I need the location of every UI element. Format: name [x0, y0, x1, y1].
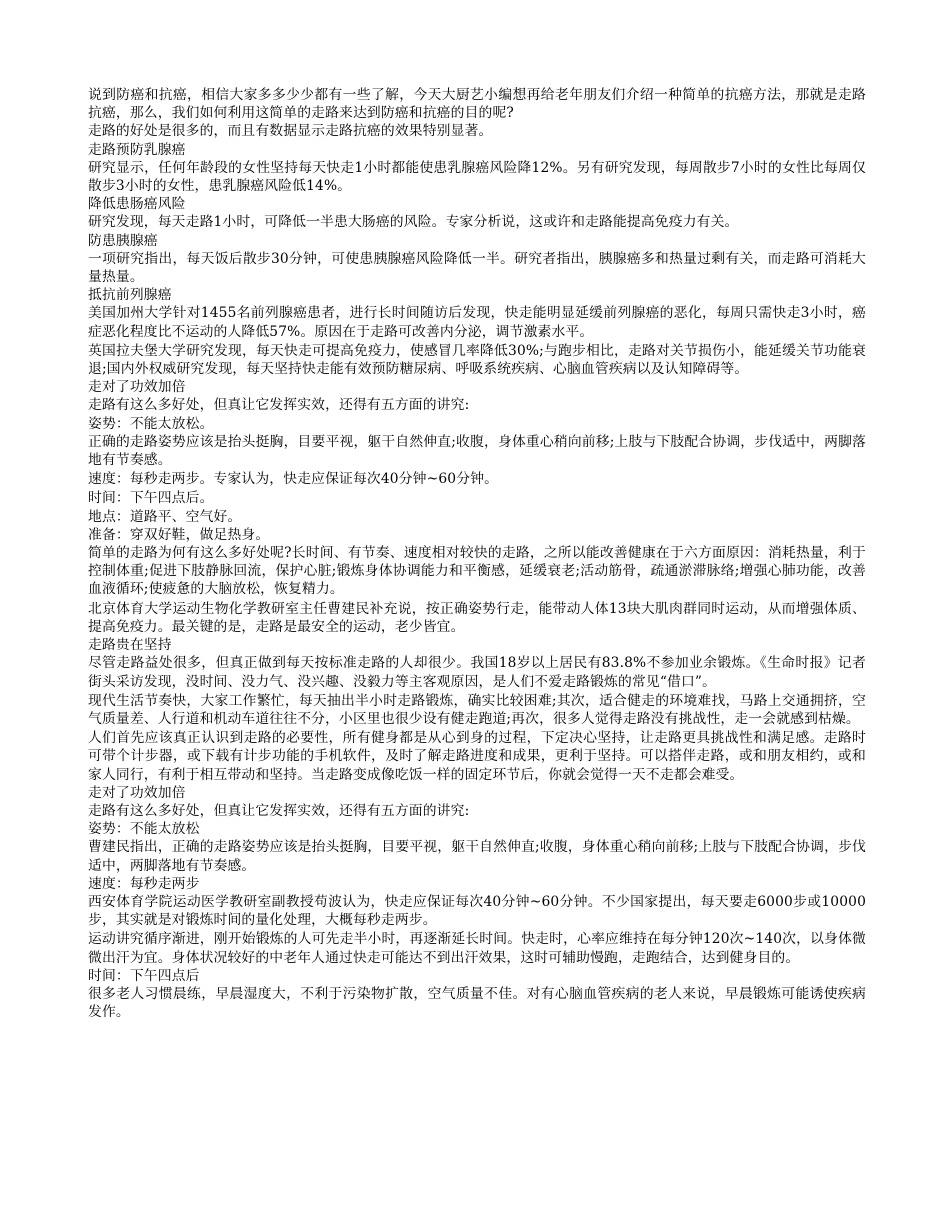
paragraph: 曹建民指出，正确的走路姿势应该是抬头挺胸，目要平视，躯干自然伸直;收腹，身体重心稍向前移;上肢与下肢配合协调，步伐适中，两脚落地有节奏感。: [88, 839, 866, 874]
section-heading: 走对了功效加倍: [88, 784, 186, 801]
paragraph: 走路有这么多好处，但真让它发挥实效，还得有五方面的讲究:: [88, 802, 470, 819]
paragraph: 走路的好处是很多的，而且有数据显示走路抗癌的效果特别显著。: [88, 123, 493, 140]
section-heading: 降低患肠癌风险: [88, 196, 186, 213]
paragraph: 简单的走路为何有这么多好处呢?长时间、有节奏、速度相对较快的走路，之所以能改善健康在于六方面原因：消耗热量，利于控制体重;促进下肢静脉回流，保护心脏;锻炼身体协调能力和平衡感，延缓衰老;活动筋骨，疏通淤滞脉络;增强心肺功能，改善血液循环;使疲惫的大脑放松，恢复精力。: [88, 545, 866, 598]
paragraph: 尽管走路益处很多，但真正做到每天按标准走路的人却很少。我国18岁以上居民有83.8%不参加业余锻炼。《生命时报》记者街头采访发现，没时间、没力气、没兴趣、没毅力等主客观原因，是人们不爱走路锻炼的常见“借口”。: [88, 655, 866, 690]
section-heading: 防患胰腺癌: [88, 232, 158, 249]
paragraph: 英国拉夫堡大学研究发现，每天快走可提高免疫力，使感冒几率降低30%;与跑步相比，走路对关节损伤小，能延缓关节功能衰退;国内外权威研究发现，每天坚持快走能有效预防糖尿病、呼吸系统疾病、心脑血管疾病以及认知障碍等。: [88, 342, 866, 378]
paragraph: 走路有这么多好处，但真让它发挥实效，还得有五方面的讲究:: [88, 397, 470, 414]
paragraph: 北京体育大学运动生物化学教研室主任曹建民补充说，按正确姿势行走，能带动人体13块大肌肉群同时运动，从而增强体质、提高免疫力。最关键的是，走路是最安全的运动，老少皆宜。: [88, 600, 866, 635]
list-item: 地点：道路平、空气好。: [88, 508, 242, 525]
list-item: 准备：穿双好鞋，做足热身。: [88, 526, 270, 543]
section-heading: 走路预防乳腺癌: [88, 141, 186, 158]
paragraph: 正确的走路姿势应该是抬头挺胸，目要平视，躯干自然伸直;收腹，身体重心稍向前移;上肢与下肢配合协调，步伐适中，两脚落地有节奏感。: [88, 433, 866, 469]
paragraph: 运动讲究循序渐进，刚开始锻炼的人可先走半小时，再逐渐延长时间。快走时，心率应维持在每分钟120次~140次，以身体微微出汗为宜。身体状况较好的中老年人通过快走可能达不到出汗效果，这时可辅助慢跑，走跑结合，达到健身目的。: [88, 931, 866, 966]
list-item: 姿势：不能太放松: [88, 821, 200, 838]
article-body: [88, 86, 866, 1021]
intro-paragraph: 说到防癌和抗癌，相信大家多多少少都有一些了解，今天大厨艺小编想再给老年朋友们介绍一种简单的抗癌方法，那就是走路抗癌，那么，我们如何利用这简单的走路来达到防癌和抗癌的目的呢?: [88, 87, 866, 122]
paragraph: 研究显示，任何年龄段的女性坚持每天快走1小时都能使患乳腺癌风险降12%。另有研究发现，每周散步7小时的女性比每周仅散步3小时的女性，患乳腺癌风险低14%。: [88, 159, 866, 195]
paragraph: 很多老人习惯晨练，早晨湿度大，不利于污染物扩散，空气质量不佳。对有心脑血管疾病的老人来说，早晨锻炼可能诱使疾病发作。: [88, 985, 866, 1021]
section-heading: 抵抗前列腺癌: [88, 287, 172, 304]
paragraph: 人们首先应该真正认识到走路的必要性，所有健身都是从心到身的过程，下定决心坚持，让走路更具挑战性和满足感。走路时可带个计步器，或下载有计步功能的手机软件，及时了解走路进度和成果，更利于坚持。可以搭伴走路，或和朋友相约，或和家人同行，有利于相互带动和坚持。当走路变成像吃饭一样的固定环节后，你就会觉得一天不走都会难受。: [88, 730, 866, 783]
list-item: 速度：每秒走两步: [88, 875, 200, 892]
paragraph: 一项研究指出，每天饭后散步30分钟，可使患胰腺癌风险降低一半。研究者指出，胰腺癌多和热量过剩有关，而走路可消耗大量热量。: [88, 250, 866, 286]
paragraph: 研究发现，每天走路1小时，可降低一半患大肠癌的风险。专家分析说，这或许和走路能提高免疫力有关。: [88, 214, 739, 231]
section-heading: 走路贵在坚持: [88, 637, 172, 654]
list-item: 时间：下午四点后: [88, 967, 200, 984]
paragraph: 美国加州大学针对1455名前列腺癌患者，进行长时间随访后发现，快走能明显延缓前列腺癌的恶化，每周只需快走3小时，癌症恶化程度比不运动的人降低57%。原因在于走路可改善内分泌，调节激素水平。: [88, 305, 866, 340]
list-item: 速度：每秒走两步。专家认为，快走应保证每次40分钟~60分钟。: [88, 471, 499, 488]
list-item: 时间：下午四点后。: [88, 490, 214, 507]
paragraph: 西安体育学院运动医学教研室副教授苟波认为，快走应保证每次40分钟~60分钟。不少国家提出，每天要走6000步或10000步，其实就是对锻炼时间的量化处理，大概每秒走两步。: [88, 893, 866, 929]
paragraph: 现代生活节奏快，大家工作繁忙，每天抽出半小时走路锻炼，确实比较困难;其次，适合健走的环境难找，马路上交通拥挤，空气质量差、人行道和机动车道往往不分，小区里也很少设有健走跑道;再次，很多人觉得走路没有挑战性，走一会就感到枯燥。: [88, 692, 866, 727]
list-item: 姿势：不能太放松。: [88, 415, 214, 432]
section-heading: 走对了功效加倍: [88, 379, 186, 396]
